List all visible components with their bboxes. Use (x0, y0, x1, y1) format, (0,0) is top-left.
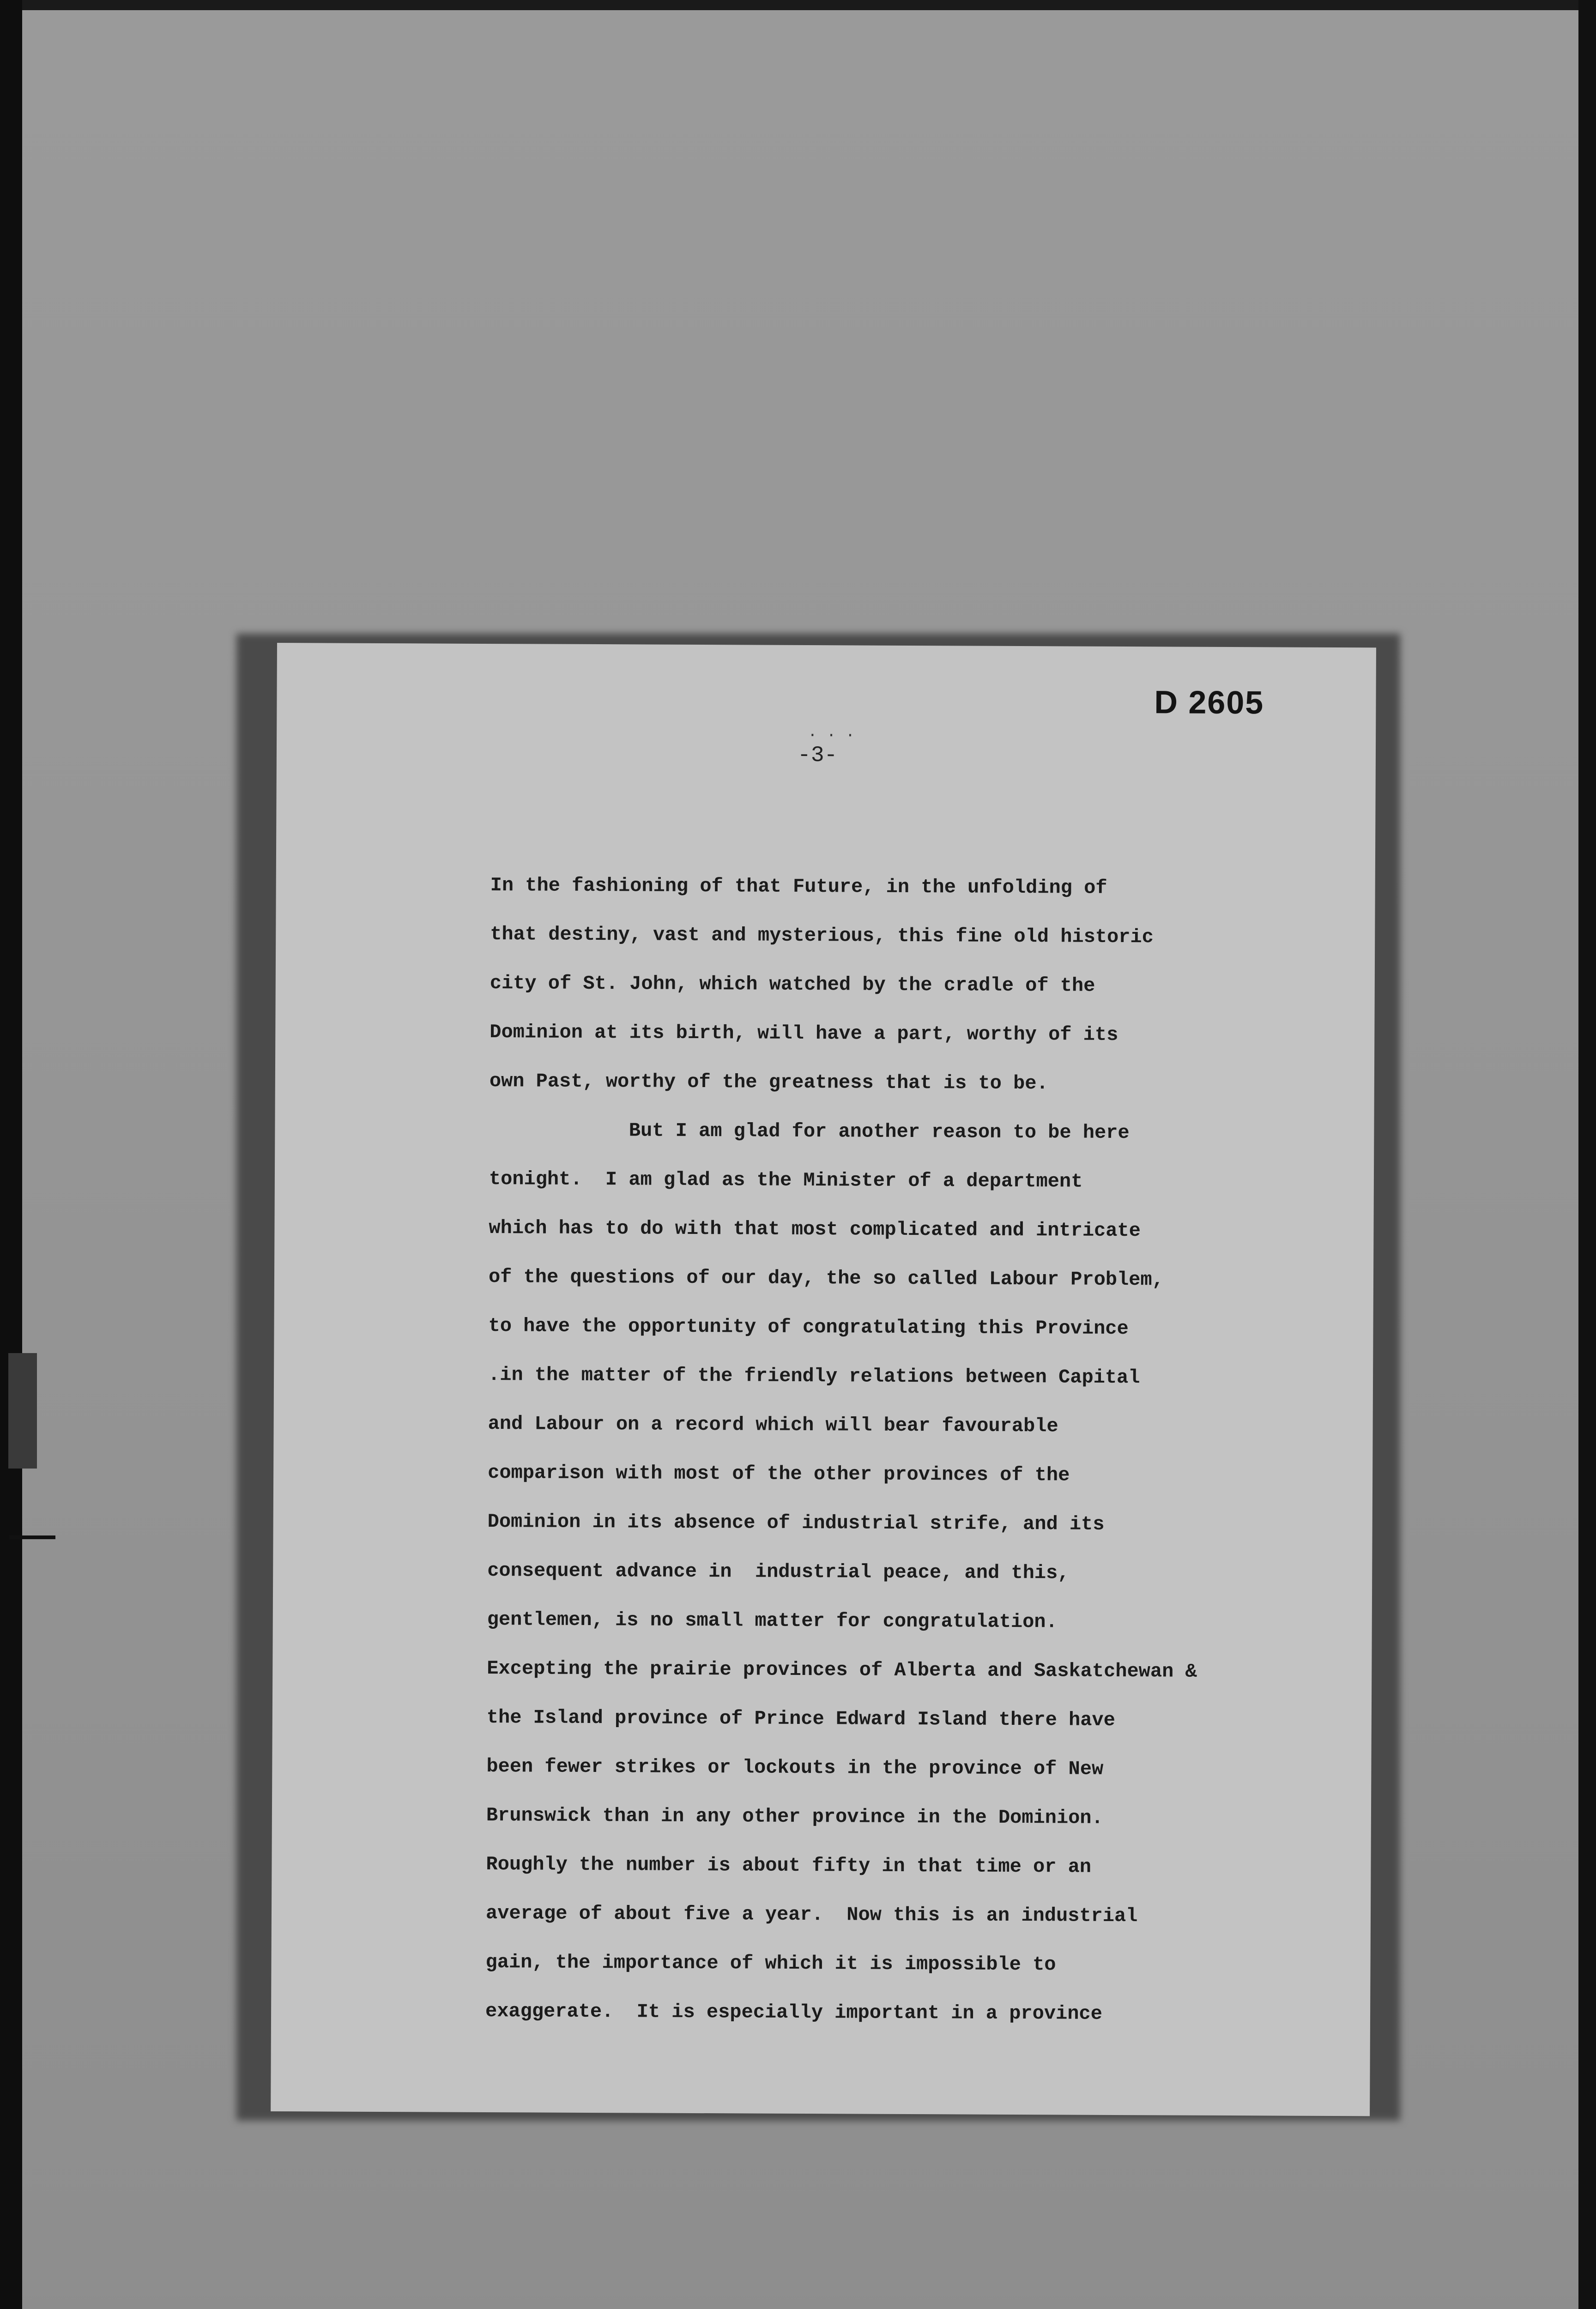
text-line: Excepting the prairie provinces of Alberta and Saskatchewan & (487, 1657, 1197, 1683)
text-line: own Past, worthy of the greatness that is to be. (489, 1070, 1048, 1095)
film-edge-right (1578, 0, 1596, 2309)
text-line: Dominion at its birth, will have a part, worthy of its (490, 1021, 1118, 1046)
typed-body-text (485, 861, 1368, 2039)
text-line: Brunswick than in any other province in the Dominion. (486, 1804, 1103, 1829)
typed-page (271, 643, 1376, 2116)
text-line: that destiny, vast and mysterious, this fine old historic (490, 923, 1154, 949)
text-line: city of St. John, which watched by the cradle of the (490, 972, 1095, 997)
page-number: -3- (797, 743, 838, 768)
text-line: comparison with most of the other provinces of the (488, 1462, 1070, 1487)
text-line: But I am glad for another reason to be here (489, 1119, 1130, 1144)
text-line: .in the matter of the friendly relations between Capital (488, 1364, 1140, 1389)
text-line: tonight. I am glad as the Minister of a department (489, 1168, 1083, 1193)
text-line: the Island province of Prince Edward Island there have (486, 1706, 1115, 1731)
film-edge-top (0, 0, 1596, 10)
text-line: gentlemen, is no small matter for congratulation. (487, 1608, 1058, 1633)
text-line: and Labour on a record which will bear favourable (488, 1413, 1058, 1438)
text-line: gain, the importance of which it is impossible to (485, 1951, 1056, 1976)
text-line: been fewer strikes or lockouts in the province of New (486, 1755, 1104, 1780)
text-line: to have the opportunity of congratulating this Province (488, 1315, 1129, 1340)
text-line: Roughly the number is about fifty in that time or an (486, 1853, 1092, 1878)
text-line: In the fashioning of that Future, in the unfolding of (490, 874, 1107, 899)
page-number-dots: . . . (808, 724, 855, 742)
film-edge-left (0, 0, 22, 2309)
text-line: average of about five a year. Now this is an industrial (485, 1902, 1138, 1928)
text-line: of the questions of our day, the so called Labour Problem, (488, 1266, 1164, 1291)
text-line: consequent advance in industrial peace, and this, (487, 1559, 1070, 1584)
text-line: which has to do with that most complicated and intricate (489, 1217, 1141, 1242)
text-line: Dominion in its absence of industrial strife, and its (487, 1511, 1105, 1535)
film-side-mark (9, 1535, 55, 1539)
document-id: D 2605 (1154, 684, 1264, 721)
film-side-tab (8, 1353, 37, 1469)
text-line: exaggerate. It is especially important in a province (485, 2000, 1102, 2025)
